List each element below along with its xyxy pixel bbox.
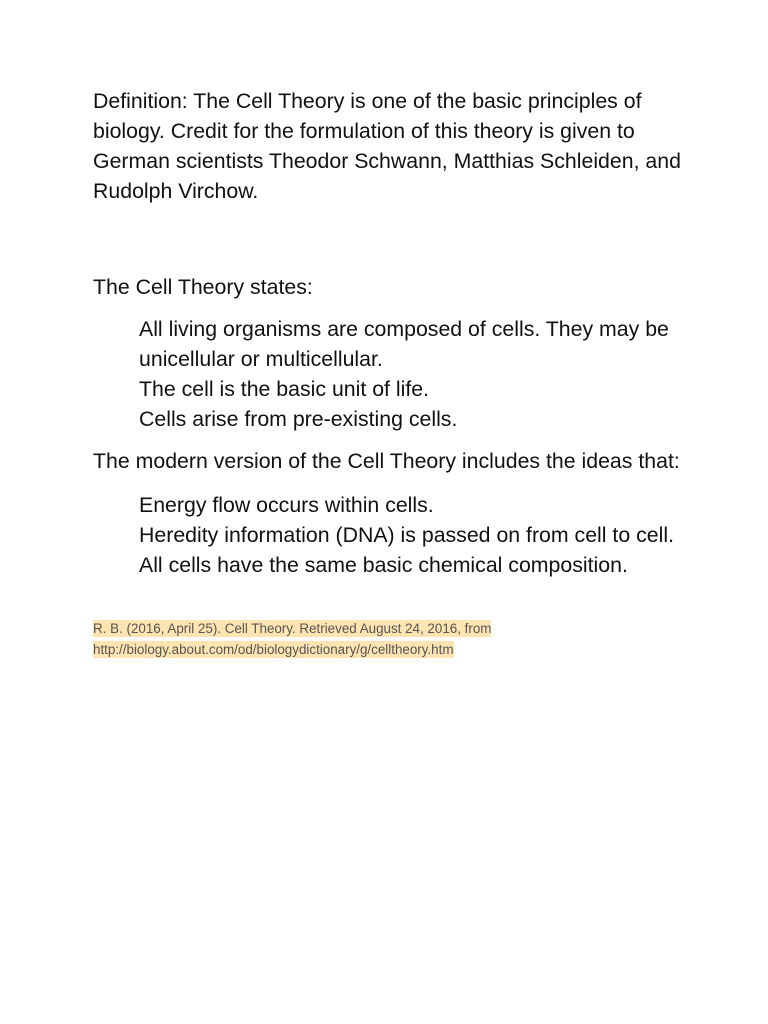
- list-item: The cell is the basic unit of life.: [139, 377, 430, 401]
- list-item: Energy flow occurs within cells.: [139, 493, 434, 517]
- states-heading: The Cell Theory states:: [93, 275, 313, 299]
- citation: [93, 618, 693, 660]
- citation-line-1: R. B. (2016, April 25). Cell Theory. Retrieved August 24, 2016, from: [93, 621, 492, 636]
- citation-url[interactable]: http://biology.about.com/od/biologydictionary/g/celltheory.htm: [93, 642, 454, 657]
- states-list: [93, 314, 693, 434]
- list-item: All cells have the same basic chemical composition.: [139, 553, 628, 577]
- definition-paragraph: Definition: The Cell Theory is one of the basic principles of biology. Credit for the formulation of this theory is given to German scientists Theodor Schwann, Matthias Schleiden, and Rudolph Virchow.: [93, 89, 681, 203]
- modern-heading: The modern version of the Cell Theory includes the ideas that:: [93, 449, 680, 473]
- list-item: Heredity information (DNA) is passed on from cell to cell.: [139, 523, 674, 547]
- modern-list: [93, 490, 693, 580]
- list-item: All living organisms are composed of cells. They may be unicellular or multicellular.: [139, 317, 669, 371]
- list-item: Cells arise from pre-existing cells.: [139, 407, 458, 431]
- document-page: [93, 86, 693, 660]
